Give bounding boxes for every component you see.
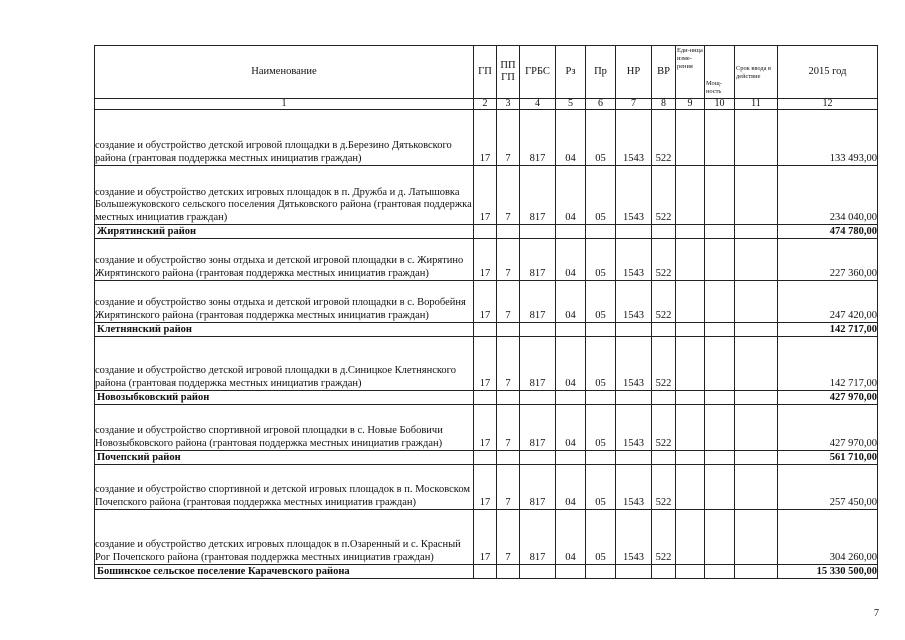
district-amount: 561 710,00: [778, 451, 878, 465]
code-np: 1543: [616, 166, 652, 225]
page-number: 7: [874, 608, 879, 619]
empty-cell: [652, 323, 676, 337]
empty-cell: [616, 323, 652, 337]
code-grbs: 817: [520, 510, 556, 565]
header-np: НР: [616, 46, 652, 99]
district-name: Новозыбковский район: [95, 391, 474, 405]
empty-cell: [652, 451, 676, 465]
code-np: 1543: [616, 239, 652, 281]
table-row: [95, 239, 878, 281]
empty-cell: [586, 323, 616, 337]
empty-cell: [705, 391, 735, 405]
header-rz: Рз: [556, 46, 586, 99]
code-gp: 17: [474, 510, 497, 565]
empty-cell: [652, 565, 676, 579]
district-amount: 15 330 500,00: [778, 565, 878, 579]
empty-cell: [676, 451, 705, 465]
code-gp: 17: [474, 110, 497, 166]
empty-cell: [497, 451, 520, 465]
district-subtotal-row: [95, 225, 878, 239]
empty-cell: [676, 565, 705, 579]
district-subtotal-row: [95, 323, 878, 337]
empty-cell: [474, 323, 497, 337]
code-ppgp: 7: [497, 337, 520, 391]
header-gp: ГП: [474, 46, 497, 99]
column-number: 10: [705, 99, 735, 110]
code-grbs: 817: [520, 110, 556, 166]
empty-cell: [616, 391, 652, 405]
empty-cell: [556, 451, 586, 465]
code-ppgp: 7: [497, 510, 520, 565]
column-number: 3: [497, 99, 520, 110]
empty-cell: [705, 405, 735, 451]
empty-cell: [735, 337, 778, 391]
table-body: [95, 110, 878, 579]
header-pr: Пр: [586, 46, 616, 99]
district-subtotal-row: [95, 565, 878, 579]
code-np: 1543: [616, 405, 652, 451]
code-np: 1543: [616, 510, 652, 565]
code-vr: 522: [652, 281, 676, 323]
column-number-row: [95, 99, 878, 110]
code-ppgp: 7: [497, 281, 520, 323]
empty-cell: [556, 225, 586, 239]
empty-cell: [497, 225, 520, 239]
header-unit: Еди-ница изме-рения: [676, 46, 705, 99]
code-np: 1543: [616, 110, 652, 166]
code-grbs: 817: [520, 465, 556, 510]
empty-cell: [705, 451, 735, 465]
column-number: 4: [520, 99, 556, 110]
column-number: 2: [474, 99, 497, 110]
empty-cell: [652, 225, 676, 239]
item-amount: 133 493,00: [778, 110, 878, 166]
item-name: создание и обустройство зоны отдыха и детской игровой площадки в с. Жирятино Жирятинского района (грантовая поддержка местных инициатив граждан): [95, 239, 474, 281]
code-np: 1543: [616, 337, 652, 391]
code-np: 1543: [616, 281, 652, 323]
empty-cell: [676, 337, 705, 391]
empty-cell: [735, 391, 778, 405]
code-vr: 522: [652, 110, 676, 166]
empty-cell: [676, 391, 705, 405]
code-grbs: 817: [520, 405, 556, 451]
empty-cell: [735, 465, 778, 510]
district-amount: 474 780,00: [778, 225, 878, 239]
code-vr: 522: [652, 405, 676, 451]
code-ppgp: 7: [497, 465, 520, 510]
empty-cell: [705, 510, 735, 565]
empty-cell: [735, 405, 778, 451]
column-number: 8: [652, 99, 676, 110]
empty-cell: [676, 225, 705, 239]
item-amount: 227 360,00: [778, 239, 878, 281]
column-number: 11: [735, 99, 778, 110]
empty-cell: [497, 391, 520, 405]
code-gp: 17: [474, 281, 497, 323]
empty-cell: [676, 323, 705, 337]
empty-cell: [556, 323, 586, 337]
empty-cell: [474, 565, 497, 579]
empty-cell: [676, 166, 705, 225]
empty-cell: [520, 451, 556, 465]
code-pr: 05: [586, 166, 616, 225]
empty-cell: [705, 225, 735, 239]
empty-cell: [586, 565, 616, 579]
empty-cell: [497, 565, 520, 579]
empty-cell: [474, 225, 497, 239]
code-gp: 17: [474, 465, 497, 510]
empty-cell: [586, 451, 616, 465]
item-name: создание и обустройство спортивной и детской игровых площадок в п. Московском Почепского района (грантовая поддержка местных инициатив граждан): [95, 465, 474, 510]
table-row: [95, 337, 878, 391]
empty-cell: [735, 510, 778, 565]
code-rz: 04: [556, 465, 586, 510]
empty-cell: [676, 405, 705, 451]
header-power: Мощ-ность: [705, 46, 735, 99]
district-name: Жирятинский район: [95, 225, 474, 239]
empty-cell: [520, 565, 556, 579]
empty-cell: [520, 323, 556, 337]
code-rz: 04: [556, 281, 586, 323]
item-name: создание и обустройство детских игровых площадок в п. Дружба и д. Латышовка Большежуковского сельского поселения Дятьковского района (грантовая поддержка местных инициатив граждан): [95, 166, 474, 225]
empty-cell: [735, 225, 778, 239]
district-name: Почепский район: [95, 451, 474, 465]
column-number: 9: [676, 99, 705, 110]
code-grbs: 817: [520, 337, 556, 391]
item-amount: 234 040,00: [778, 166, 878, 225]
table-row: [95, 465, 878, 510]
column-number: 5: [556, 99, 586, 110]
header-row: [95, 46, 878, 99]
district-name: Клетнянский район: [95, 323, 474, 337]
code-pr: 05: [586, 337, 616, 391]
table-row: [95, 110, 878, 166]
code-ppgp: 7: [497, 405, 520, 451]
code-pr: 05: [586, 281, 616, 323]
header-year: 2015 год: [778, 46, 878, 99]
empty-cell: [735, 281, 778, 323]
code-ppgp: 7: [497, 166, 520, 225]
code-vr: 522: [652, 465, 676, 510]
column-number: 6: [586, 99, 616, 110]
code-ppgp: 7: [497, 110, 520, 166]
column-number: 7: [616, 99, 652, 110]
empty-cell: [474, 391, 497, 405]
empty-cell: [735, 110, 778, 166]
empty-cell: [616, 565, 652, 579]
code-vr: 522: [652, 166, 676, 225]
empty-cell: [520, 225, 556, 239]
empty-cell: [676, 239, 705, 281]
table-row: [95, 510, 878, 565]
code-pr: 05: [586, 465, 616, 510]
column-number: 1: [95, 99, 474, 110]
budget-table: [94, 45, 878, 579]
item-name: создание и обустройство спортивной игровой площадки в с. Новые Бобовичи Новозыбковского района (грантовая поддержка местных инициатив граждан): [95, 405, 474, 451]
empty-cell: [705, 239, 735, 281]
code-rz: 04: [556, 239, 586, 281]
code-rz: 04: [556, 337, 586, 391]
code-rz: 04: [556, 510, 586, 565]
empty-cell: [676, 510, 705, 565]
empty-cell: [735, 239, 778, 281]
item-amount: 142 717,00: [778, 337, 878, 391]
code-grbs: 817: [520, 239, 556, 281]
item-name: создание и обустройство детских игровых площадок в п.Озаренный и с. Красный Рог Почепского района (грантовая поддержка местных инициатив граждан): [95, 510, 474, 565]
header-term: Срок ввода в действие: [735, 46, 778, 99]
empty-cell: [652, 391, 676, 405]
district-amount: 427 970,00: [778, 391, 878, 405]
column-number: 12: [778, 99, 878, 110]
empty-cell: [735, 323, 778, 337]
item-amount: 257 450,00: [778, 465, 878, 510]
empty-cell: [497, 323, 520, 337]
empty-cell: [556, 565, 586, 579]
item-name: создание и обустройство детской игровой площадки в д.Синицкое Клетнянского района (грантовая поддержка местных инициатив граждан): [95, 337, 474, 391]
code-gp: 17: [474, 405, 497, 451]
table-row: [95, 166, 878, 225]
item-amount: 247 420,00: [778, 281, 878, 323]
empty-cell: [705, 110, 735, 166]
code-np: 1543: [616, 465, 652, 510]
empty-cell: [474, 451, 497, 465]
empty-cell: [586, 225, 616, 239]
empty-cell: [556, 391, 586, 405]
district-name: Бошинское сельское поселение Карачевского района: [95, 565, 474, 579]
empty-cell: [520, 391, 556, 405]
code-grbs: 817: [520, 166, 556, 225]
district-subtotal-row: [95, 391, 878, 405]
empty-cell: [676, 110, 705, 166]
empty-cell: [586, 391, 616, 405]
code-gp: 17: [474, 239, 497, 281]
item-name: создание и обустройство детской игровой площадки в д.Березино Дятьковского района (грантовая поддержка местных инициатив граждан): [95, 110, 474, 166]
code-pr: 05: [586, 405, 616, 451]
header-vr: ВР: [652, 46, 676, 99]
code-grbs: 817: [520, 281, 556, 323]
code-pr: 05: [586, 510, 616, 565]
code-pr: 05: [586, 110, 616, 166]
header-name: Наименование: [95, 46, 474, 99]
code-gp: 17: [474, 337, 497, 391]
header-ppgp: ПП ГП: [497, 46, 520, 99]
table-row: [95, 405, 878, 451]
empty-cell: [616, 225, 652, 239]
code-gp: 17: [474, 166, 497, 225]
header-grbs: ГРБС: [520, 46, 556, 99]
code-pr: 05: [586, 239, 616, 281]
code-vr: 522: [652, 337, 676, 391]
code-rz: 04: [556, 405, 586, 451]
item-amount: 304 260,00: [778, 510, 878, 565]
empty-cell: [705, 337, 735, 391]
empty-cell: [705, 323, 735, 337]
empty-cell: [705, 281, 735, 323]
empty-cell: [676, 281, 705, 323]
code-rz: 04: [556, 110, 586, 166]
empty-cell: [705, 465, 735, 510]
code-rz: 04: [556, 166, 586, 225]
empty-cell: [616, 451, 652, 465]
empty-cell: [705, 166, 735, 225]
empty-cell: [735, 166, 778, 225]
empty-cell: [735, 451, 778, 465]
code-vr: 522: [652, 510, 676, 565]
empty-cell: [735, 565, 778, 579]
district-subtotal-row: [95, 451, 878, 465]
item-amount: 427 970,00: [778, 405, 878, 451]
empty-cell: [705, 565, 735, 579]
code-vr: 522: [652, 239, 676, 281]
empty-cell: [676, 465, 705, 510]
item-name: создание и обустройство зоны отдыха и детской игровой площадки в с. Воробейня Жирятинского района (грантовая поддержка местных инициатив граждан): [95, 281, 474, 323]
code-ppgp: 7: [497, 239, 520, 281]
district-amount: 142 717,00: [778, 323, 878, 337]
table-row: [95, 281, 878, 323]
